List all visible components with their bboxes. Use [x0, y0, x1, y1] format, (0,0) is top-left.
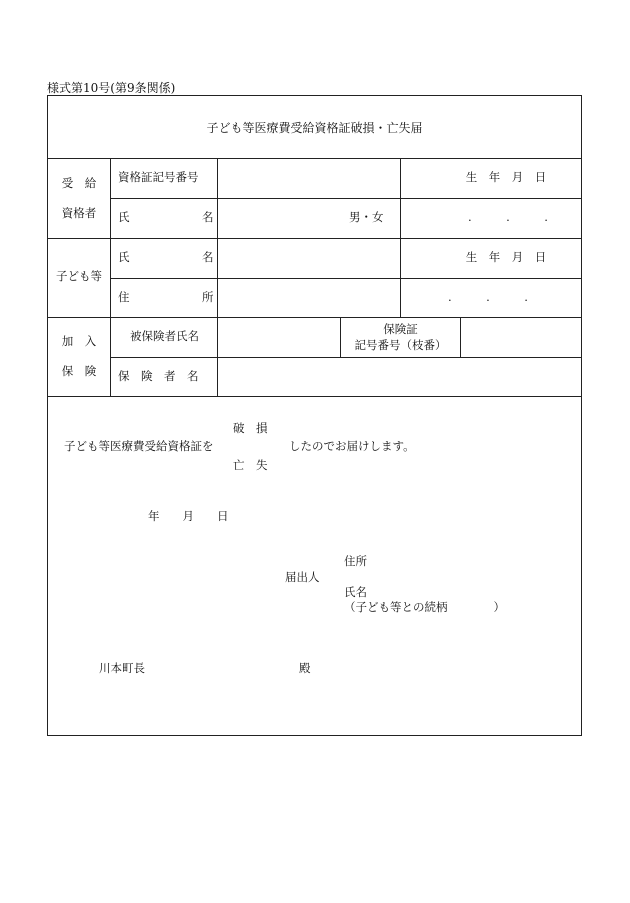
child-address-label-1: 住 — [118, 290, 130, 304]
recipient-name-label-1: 氏 — [118, 210, 130, 224]
declaration-suffix: したのでお届けします。 — [289, 439, 415, 453]
insurer-name-field[interactable] — [218, 358, 581, 396]
submission-date: 年 月 日 — [148, 509, 229, 523]
insurance-cert-label-2: 記号番号（枝番） — [354, 338, 447, 352]
addressee: 川本町長 — [99, 661, 145, 675]
form-title: 子ども等医療費受給資格証破損・亡失届 — [206, 121, 423, 135]
rule-table-bottom — [48, 396, 581, 397]
insured-name-label: 被保険者氏名 — [130, 329, 199, 343]
applicant-address-label: 住所 — [344, 554, 367, 568]
honorific: 殿 — [299, 661, 311, 675]
cert-number-label: 資格証記号番号 — [118, 170, 199, 184]
insurance-cert-label-1: 保険証 — [383, 322, 418, 336]
declaration-prefix: 子ども等医療費受給資格証を — [64, 439, 214, 453]
form-number: 様式第10号(第9条関係) — [47, 81, 176, 95]
option-lost: 亡 失 — [233, 458, 268, 472]
recipient-name-field[interactable] — [218, 199, 338, 238]
recipient-birthdate-label: 生 年 月 日 — [465, 170, 547, 184]
child-group-label: 子ども等 — [56, 269, 102, 283]
insurer-name-label: 保 険 者 名 — [118, 369, 199, 383]
recipient-gender-label: 男・女 — [349, 210, 384, 224]
applicant-name-label: 氏名 — [344, 585, 367, 599]
cert-number-field[interactable] — [218, 159, 399, 198]
insurance-cert-field[interactable] — [461, 318, 581, 357]
child-name-label-1: 氏 — [118, 250, 130, 264]
applicant-label: 届出人 — [285, 570, 320, 584]
rule-recipient-mid — [110, 198, 581, 199]
child-birthdate-value: . . . — [448, 290, 528, 304]
child-birthdate-label: 生 年 月 日 — [465, 250, 547, 264]
option-damaged: 破 損 — [233, 421, 268, 435]
child-address-label-2: 所 — [202, 290, 214, 304]
rule-group-column — [110, 158, 111, 396]
insurance-group-label-2: 保 険 — [61, 364, 97, 378]
child-address-field[interactable] — [218, 279, 399, 317]
recipient-name-label-2: 名 — [202, 210, 214, 224]
applicant-relation-label: （子ども等との続柄 ） — [344, 600, 505, 614]
insured-name-field[interactable] — [218, 318, 339, 357]
application-form — [47, 95, 582, 736]
child-name-label-2: 名 — [202, 250, 214, 264]
insurance-group-label-1: 加 入 — [61, 334, 97, 348]
recipient-group-label-2: 資格者 — [61, 206, 97, 220]
recipient-birthdate-value: . . . — [468, 210, 548, 224]
recipient-group-label-1: 受 給 — [61, 176, 97, 190]
child-name-field[interactable] — [218, 239, 399, 278]
